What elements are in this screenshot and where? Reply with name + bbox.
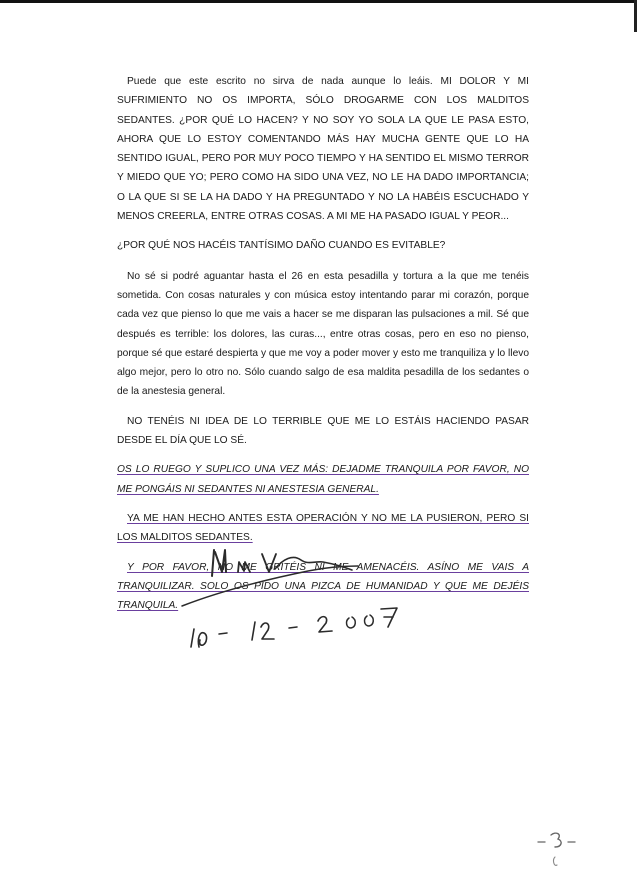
paragraph-1: Puede que este escrito no sirva de nada aunque lo leáis. MI DOLOR Y MI SUFRIMIENTO NO OS IMPORTA, SÓLO DROGARME CON LOS MALDITOS SEDANTES. ¿POR QUÉ LO HACEN? Y NO SOY YO SOLA LA QUE LE PASA ESTO, AHORA QUE LO ESTOY COMENTANDO MÁS HAY MUCHA GENTE QUE LO HA SENTIDO IGUAL, PERO POR MUY POCO TIEMPO Y HA SENTIDO EL MISMO TERROR Y MIEDO QUE YO; PERO COMO HA SIDO UNA VEZ, NO LE HA DADO IMPORTANCIA; O LA QUE SI SE LA HA DADO Y HA PREGUNTADO Y NO LA HABÉIS ESCUCHADO Y MENOS CREERLA, ENTRE OTRAS COSAS. A MI ME HA PASADO IGUAL Y PEOR... bbox=[117, 76, 529, 223]
scan-edge-top bbox=[0, 0, 637, 3]
handwritten-page-number bbox=[534, 826, 586, 876]
paragraph-7-request: Y POR FAVOR, NO ME GRITÉIS NI ME AMENACÉIS. ASÍNO ME VAIS A TRANQUILIZAR. SOLO OS PIDO UNA PIZCA DE HUMANIDAD Y QUE ME DEJÉIS TRANQUILA. bbox=[117, 561, 529, 612]
document-body bbox=[117, 72, 529, 615]
paragraph-5-plea: OS LO RUEGO Y SUPLICO UNA VEZ MÁS: DEJADME TRANQUILA POR FAVOR, NO ME PONGÁIS NI SEDANTES NI ANESTESIA GENERAL. bbox=[117, 464, 529, 495]
paragraph-6-operation: YA ME HAN HECHO ANTES ESTA OPERACIÓN Y NO ME LA PUSIERON, PERO SI LOS MALDITOS SEDANTES. bbox=[117, 512, 529, 544]
paragraph-4-caps: NO TENÉIS NI IDEA DE LO TERRIBLE QUE ME LO ESTÁIS HACIENDO PASAR DESDE EL DÍA QUE LO SÉ. bbox=[117, 415, 529, 447]
handwritten-date bbox=[180, 592, 410, 672]
paragraph-3: No sé si podré aguantar hasta el 26 en esta pesadilla y tortura a la que me tenéis sometida. Con cosas naturales y con música estoy intentando parar mi corazón, porque cada vez que pienso lo que me vais a hacer se me disparan las pulsaciones a mil. Sé que después es terrible: los dolores, las curas..., entre otras cosas, pero en eso no pienso, porque sé que estaré despierta y que me voy a poder mover y esto me tranquiliza y lo llevo algo mejor, pero lo otro no. Sólo cuando salgo de esa maldita pesadilla de los sedantes o de la anestesia general. bbox=[117, 270, 529, 398]
paragraph-2-question: ¿POR QUÉ NOS HACÉIS TANTÍSIMO DAÑO CUANDO ES EVITABLE? bbox=[117, 240, 446, 252]
